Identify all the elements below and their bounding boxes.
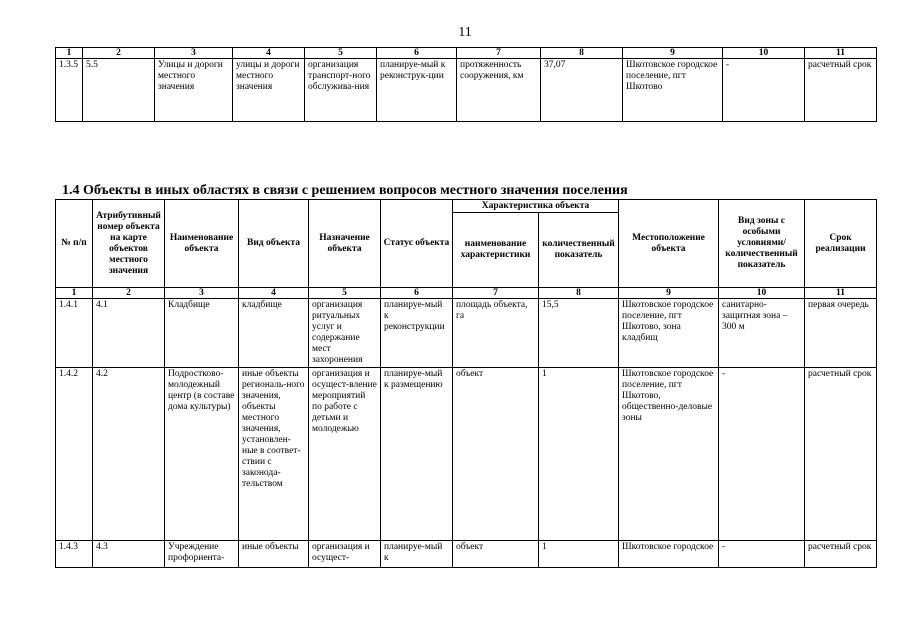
column-number: 3 (155, 48, 233, 59)
table-cell: организация ритуальных услуг и содержание мест захоронения (309, 299, 381, 368)
table-cell: - (719, 368, 805, 541)
table-cell: 15,5 (539, 299, 619, 368)
table-cell: 1.3.5 (56, 59, 83, 122)
table-cell: протяженность сооружения, км (457, 59, 541, 122)
continued-table (55, 47, 877, 122)
column-number: 1 (56, 288, 93, 299)
column-number: 11 (805, 288, 877, 299)
column-number: 6 (381, 288, 453, 299)
column-number: 4 (233, 48, 305, 59)
table-row (56, 368, 877, 541)
table-cell: 1.4.3 (56, 541, 93, 568)
table-cell: иные объекты (239, 541, 309, 568)
table-cell: Шкотовское городское поселение, пгт Шкотово (623, 59, 723, 122)
table-cell: объект (453, 368, 539, 541)
table-cell: планируе-мый к реконструк-ции (377, 59, 457, 122)
table-cell: - (719, 541, 805, 568)
header-num: № п/п (56, 200, 93, 288)
header-attr-num: Атрибутивный номер объекта на карте объектов местного значения (93, 200, 165, 288)
table-cell: планируе-мый к (381, 541, 453, 568)
table-cell: улицы и дороги местного значения (233, 59, 305, 122)
table-cell: организация транспорт-ного обслужива-ния (305, 59, 377, 122)
table-cell: иные объекты региональ-ного значения, объекты местного значения, установлен-ные в соответ-ствии с законода-тельством (239, 368, 309, 541)
header-location: Местоположение объекта (619, 200, 719, 288)
header-characteristic: Характеристика объекта (453, 200, 619, 213)
header-status: Статус объекта (381, 200, 453, 288)
table-cell: организация и осущест- (309, 541, 381, 568)
column-number: 9 (623, 48, 723, 59)
header-term: Срок реализации (805, 200, 877, 288)
table-cell: 5.5 (83, 59, 155, 122)
table-row (56, 299, 877, 368)
table-cell: 1.4.2 (56, 368, 93, 541)
column-number: 3 (165, 288, 239, 299)
page-number: 11 (458, 25, 472, 40)
table-cell: 4.3 (93, 541, 165, 568)
column-number: 10 (723, 48, 805, 59)
column-number: 2 (83, 48, 155, 59)
column-number: 8 (541, 48, 623, 59)
column-number: 6 (377, 48, 457, 59)
table-cell: Учреждение профориента- (165, 541, 239, 568)
column-number: 7 (457, 48, 541, 59)
table-cell: 4.1 (93, 299, 165, 368)
table-cell: 4.2 (93, 368, 165, 541)
column-number: 4 (239, 288, 309, 299)
table-cell: - (723, 59, 805, 122)
table-cell: расчетный срок (805, 541, 877, 568)
column-number: 5 (309, 288, 381, 299)
table-cell: организация и осущест-вление мероприятий по работе с детьми и молодежью (309, 368, 381, 541)
table-cell: Кладбище (165, 299, 239, 368)
table-cell: Шкотовское городское поселение, пгт Шкотово, зона кладбищ (619, 299, 719, 368)
header-name: Наименование объекта (165, 200, 239, 288)
table-cell: расчетный срок (805, 368, 877, 541)
table-cell: первая очередь (805, 299, 877, 368)
table-cell: объект (453, 541, 539, 568)
table-cell: 1 (539, 368, 619, 541)
table-cell: расчетный срок (805, 59, 877, 122)
column-number-row (56, 288, 877, 299)
table-cell: 1.4.1 (56, 299, 93, 368)
header-char-name: наименование характеристики (453, 213, 539, 288)
table-cell: 1 (539, 541, 619, 568)
table-cell: планируе-мый к размещению (381, 368, 453, 541)
header-row (56, 200, 877, 213)
column-number: 10 (719, 288, 805, 299)
column-number: 9 (619, 288, 719, 299)
table-cell: Подростково-молодежный центр (в составе дома культуры) (165, 368, 239, 541)
column-number-row (56, 48, 877, 59)
header-zone: Вид зоны с особыми условиями/ количественный показатель (719, 200, 805, 288)
column-number: 5 (305, 48, 377, 59)
table-cell: Шкотовское городское поселение, пгт Шкотово, общественно-деловые зоны (619, 368, 719, 541)
objects-table (55, 199, 877, 568)
table-cell: санитарно-защитная зона – 300 м (719, 299, 805, 368)
header-char-value: количественный показатель (539, 213, 619, 288)
table-row (56, 541, 877, 568)
table-cell: кладбище (239, 299, 309, 368)
column-number: 11 (805, 48, 877, 59)
table-cell: 37,07 (541, 59, 623, 122)
header-purpose: Назначение объекта (309, 200, 381, 288)
column-number: 1 (56, 48, 83, 59)
table-cell: планируе-мый к реконструкции (381, 299, 453, 368)
table-cell: площадь объекта, га (453, 299, 539, 368)
table-row (56, 59, 877, 122)
table-cell: Улицы и дороги местного значения (155, 59, 233, 122)
header-kind: Вид объекта (239, 200, 309, 288)
section-heading: 1.4 Объекты в иных областях в связи с решением вопросов местного значения поселения (62, 183, 628, 198)
table-cell: Шкотовское городское (619, 541, 719, 568)
column-number: 2 (93, 288, 165, 299)
column-number: 8 (539, 288, 619, 299)
column-number: 7 (453, 288, 539, 299)
